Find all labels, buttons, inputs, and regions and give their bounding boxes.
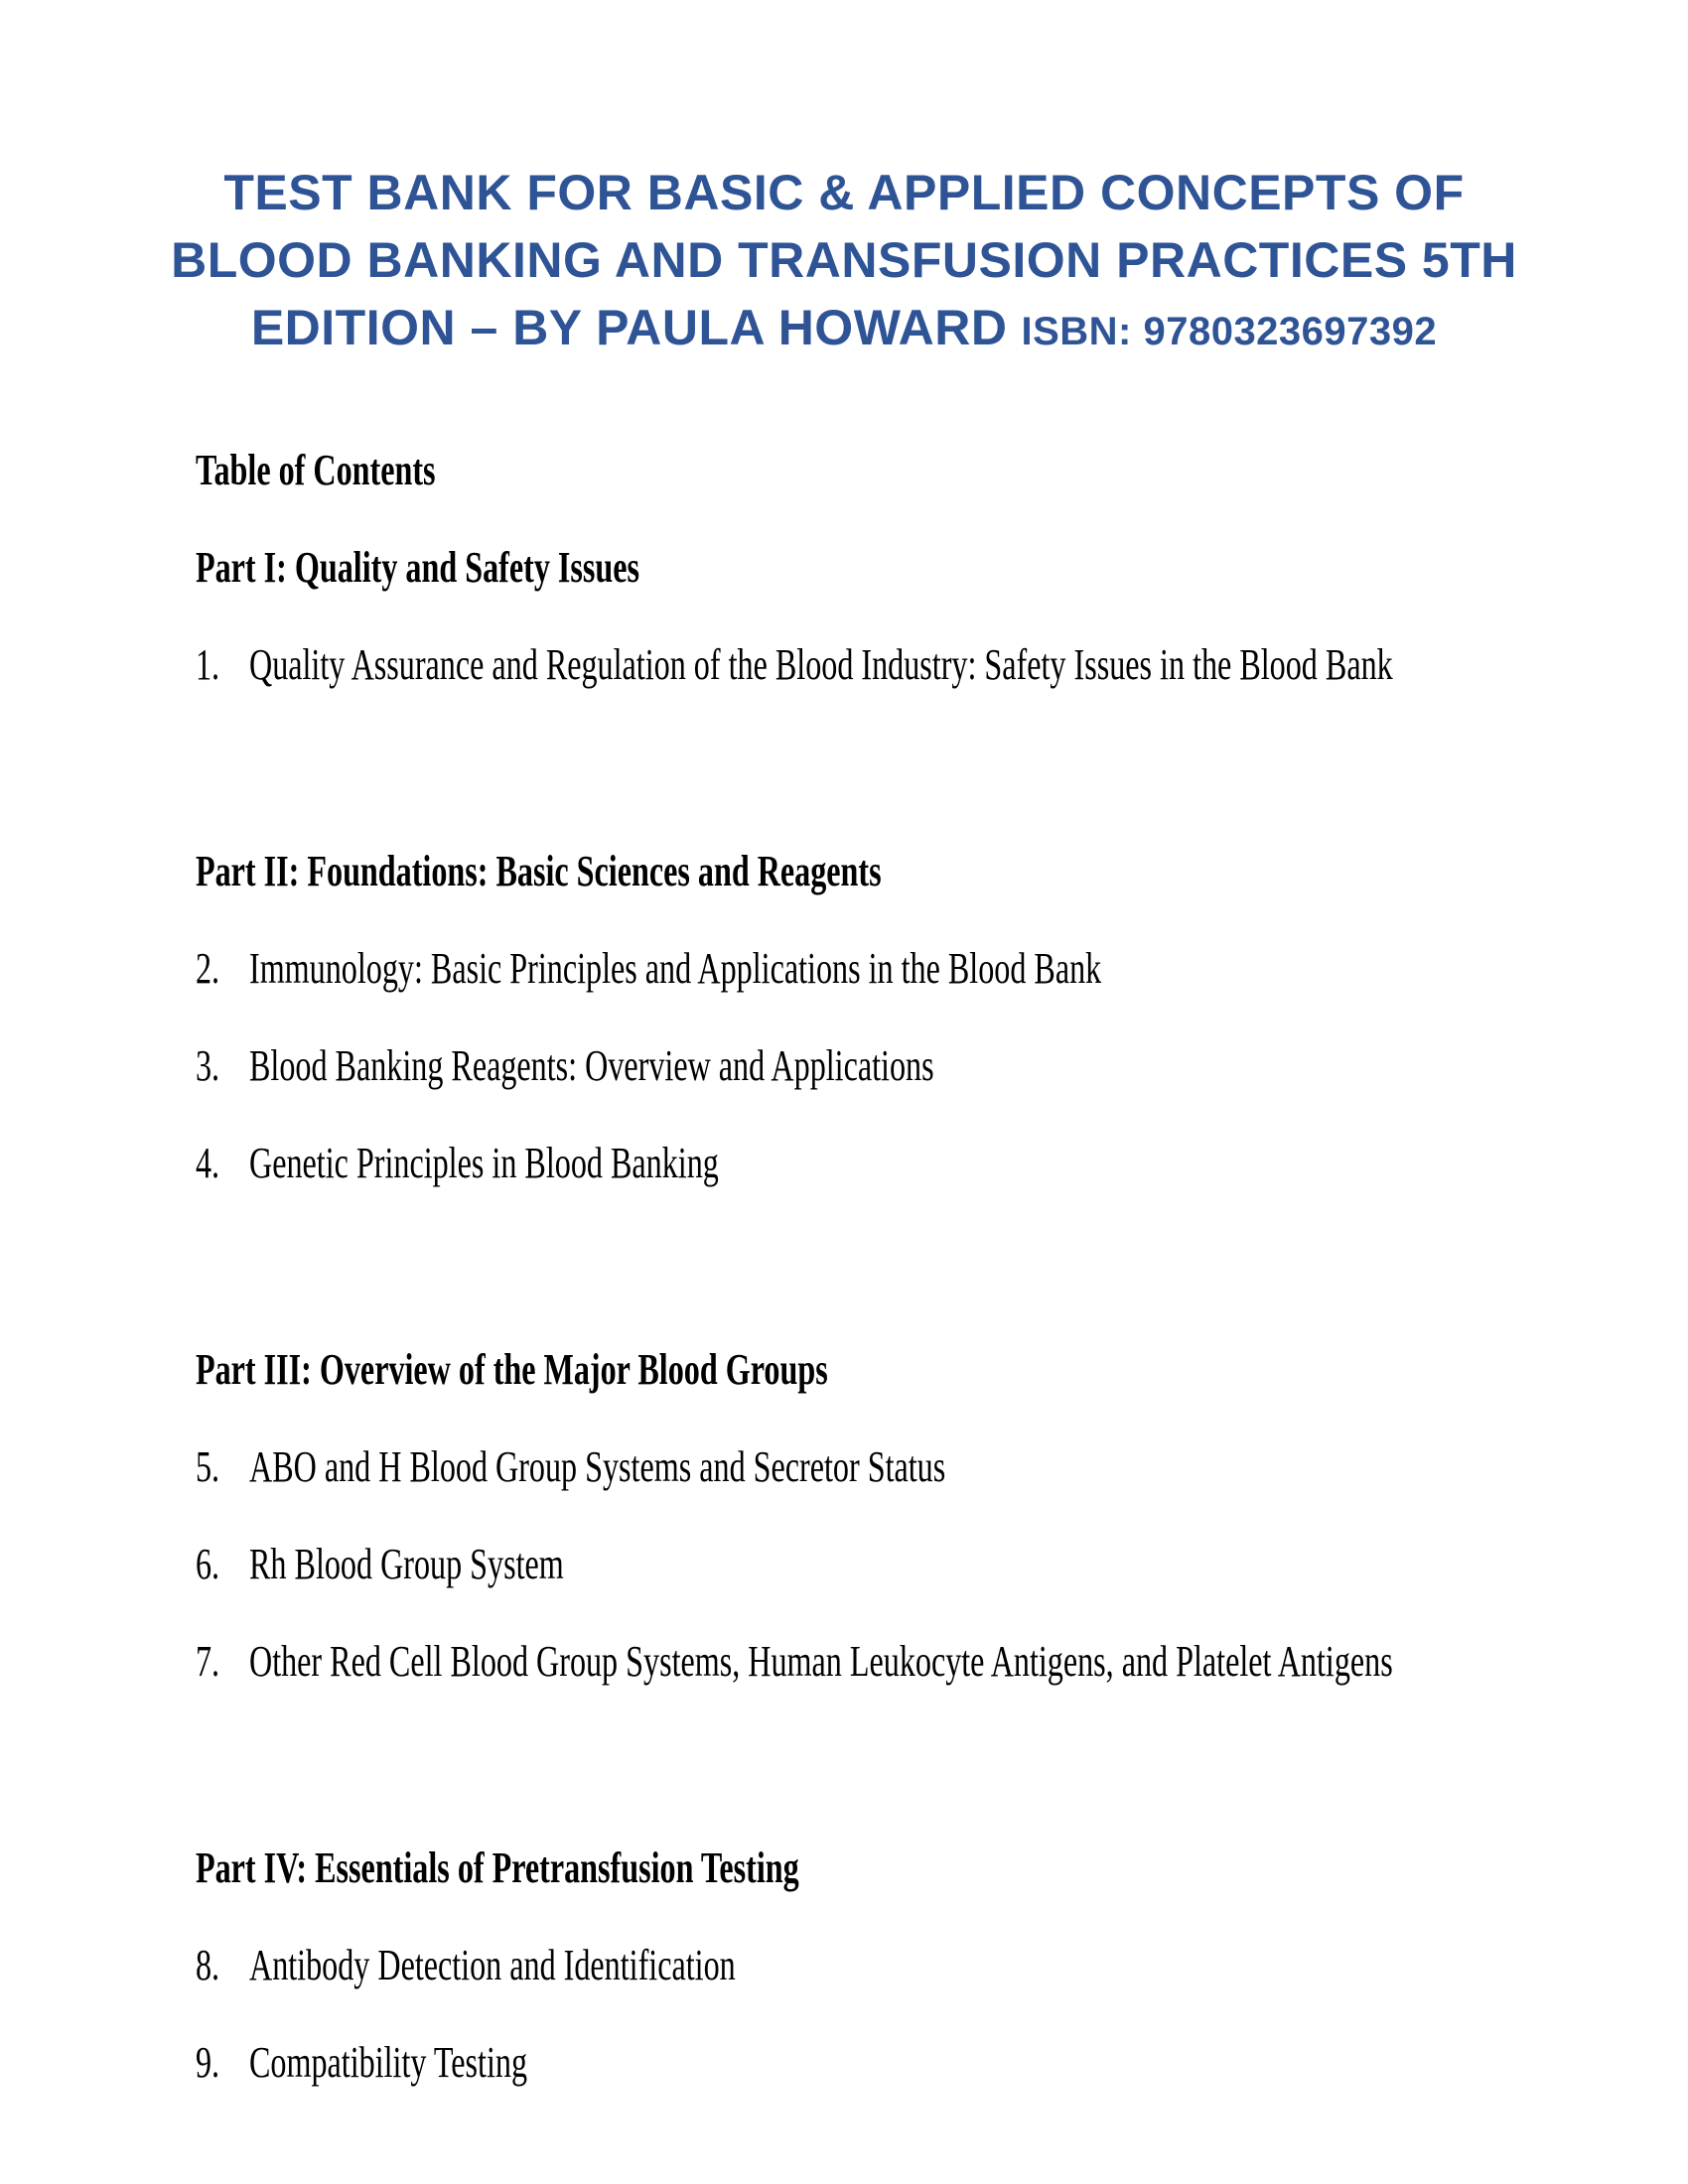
title-line-3	[0, 294, 1688, 365]
toc-item-4-number	[196, 1136, 249, 1191]
toc-item-8-title-text: Antibody Detection and Identification	[249, 1941, 736, 1989]
toc-section-part-1	[196, 540, 1688, 735]
part-3-heading	[196, 1342, 1061, 1398]
toc-item-9-title	[249, 2035, 631, 2091]
toc-section-part-3	[196, 1233, 1688, 1731]
toc-item-3-number	[196, 1038, 249, 1094]
toc-item-6-title	[249, 1537, 680, 1592]
toc-item-6	[196, 1537, 680, 1592]
part-3-heading-text: Part III: Overview of the Major Blood Groups	[196, 1345, 828, 1394]
table-of-contents	[0, 365, 1688, 2132]
toc-item-8-number-text: 8.	[196, 1941, 220, 1989]
toc-item-4-title	[249, 1136, 893, 1191]
title-line-2-text: BLOOD BANKING AND TRANSFUSION PRACTICES 5TH	[171, 232, 1517, 288]
toc-item-1-title-text: Quality Assurance and Regulation of the Blood Industry: Safety Issues in the Blood Bank	[249, 640, 1393, 689]
title-isbn: ISBN: 9780323697392	[1021, 310, 1438, 353]
title-line-2	[0, 226, 1688, 294]
toc-item-7	[196, 1634, 1688, 1690]
toc-item-9-number	[196, 2035, 249, 2091]
toc-item-3-number-text: 3.	[196, 1041, 220, 1090]
toc-item-4-title-text: Genetic Principles in Blood Banking	[249, 1139, 719, 1187]
toc-item-9-number-text: 9.	[196, 2038, 220, 2087]
toc-item-2-number-text: 2.	[196, 944, 220, 993]
toc-item-9	[196, 2035, 631, 2091]
document-title	[0, 0, 1688, 365]
part-2-heading-text: Part II: Foundations: Basic Sciences and Reagents	[196, 847, 882, 895]
toc-item-2-title	[249, 941, 1417, 997]
toc-item-2-number	[196, 941, 249, 997]
toc-item-1-number-text: 1.	[196, 640, 220, 689]
part-4-heading	[196, 1841, 1022, 1896]
toc-item-1-title	[249, 637, 1688, 693]
toc-item-8-title	[249, 1938, 915, 1993]
toc-item-2	[196, 941, 1417, 997]
part-1-heading	[196, 540, 803, 596]
toc-item-6-number-text: 6.	[196, 1540, 220, 1588]
toc-item-7-title-text: Other Red Cell Blood Group Systems, Human Leukocyte Antigens, and Platelet Antigens	[249, 1637, 1393, 1686]
toc-section-part-4	[196, 1731, 1022, 2132]
toc-item-8	[196, 1938, 915, 1993]
toc-section-part-2	[196, 735, 1417, 1233]
part-2-heading	[196, 844, 1135, 899]
toc-item-3-title	[249, 1038, 1188, 1094]
toc-item-7-title	[249, 1634, 1688, 1690]
toc-item-3	[196, 1038, 1188, 1094]
toc-item-7-number	[196, 1634, 249, 1690]
toc-item-6-number	[196, 1537, 249, 1592]
part-1-heading-text: Part I: Quality and Safety Issues	[196, 543, 640, 592]
toc-item-4	[196, 1136, 893, 1191]
toc-item-7-number-text: 7.	[196, 1637, 220, 1686]
toc-heading	[196, 443, 524, 498]
toc-item-2-title-text: Immunology: Basic Principles and Applications in the Blood Bank	[249, 944, 1102, 993]
title-line-1	[0, 159, 1688, 226]
title-line-3-text: EDITION – BY PAULA HOWARD	[250, 300, 1008, 355]
toc-item-6-title-text: Rh Blood Group System	[249, 1540, 564, 1588]
toc-item-5-number-text: 5.	[196, 1442, 220, 1491]
toc-item-5-title-text: ABO and H Blood Group Systems and Secretor Status	[249, 1442, 946, 1491]
toc-item-5-number	[196, 1439, 249, 1495]
title-line-1-text: TEST BANK FOR BASIC & APPLIED CONCEPTS OF	[223, 165, 1465, 220]
toc-item-9-title-text: Compatibility Testing	[249, 2038, 528, 2087]
toc-item-1-number	[196, 637, 249, 693]
toc-item-8-number	[196, 1938, 249, 1993]
toc-item-1	[196, 637, 1688, 693]
toc-heading-text: Table of Contents	[196, 446, 436, 494]
toc-item-3-title-text: Blood Banking Reagents: Overview and Applications	[249, 1041, 934, 1090]
toc-item-5-title	[249, 1439, 1203, 1495]
part-4-heading-text: Part IV: Essentials of Pretransfusion Testing	[196, 1843, 799, 1892]
toc-item-5	[196, 1439, 1203, 1495]
toc-item-4-number-text: 4.	[196, 1139, 220, 1187]
